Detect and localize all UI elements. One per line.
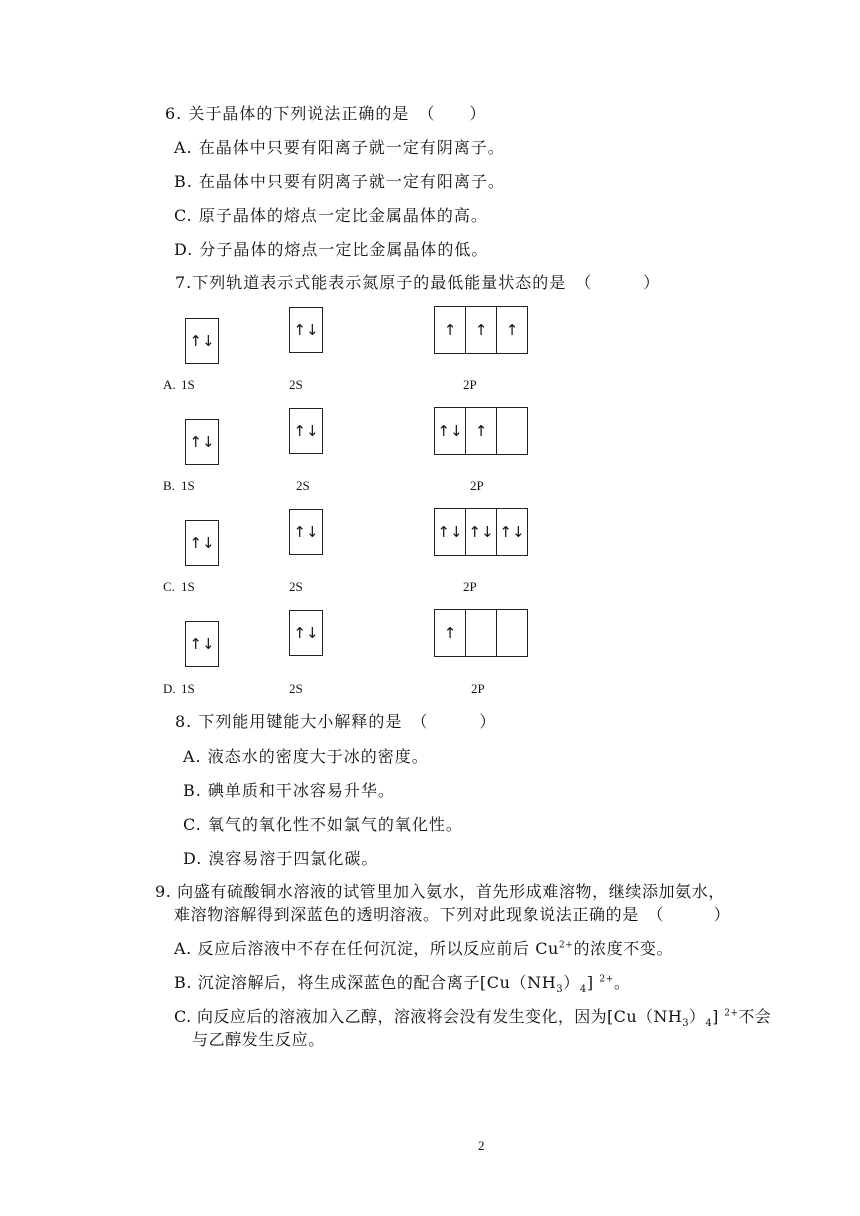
q6-option-d: D. 分子晶体的熔点一定比金属晶体的低。 — [174, 240, 489, 259]
label-2p: 2P — [463, 579, 477, 594]
orbital-box-2p — [434, 306, 528, 354]
orbital-box-2s: ↑↓ — [289, 509, 323, 555]
q7-stem: 7.下列轨道表示式能表示氮原子的最低能量状态的是 （ ） — [175, 273, 661, 292]
orbital-box-2p — [434, 508, 528, 556]
orbital-cell: ↑↓ — [435, 509, 466, 555]
option-letter: D. — [163, 681, 176, 696]
q6-option-b: B. 在晶体中只要有阴离子就一定有阳离子。 — [174, 172, 505, 191]
orbital-cell: ↑ — [505, 321, 519, 339]
orbital-cell: ↑ — [466, 408, 497, 454]
label-2p: 2P — [470, 478, 484, 493]
q6-option-c: C. 原子晶体的熔点一定比金属晶体的高。 — [174, 206, 488, 225]
orbital-box-2s: ↑↓ — [289, 307, 323, 353]
page-number: 2 — [478, 1138, 485, 1153]
orbital-cell: ↑↓ — [435, 408, 466, 454]
orbital-box-2p — [434, 407, 528, 455]
orbital-box-2p — [434, 609, 528, 657]
orbital-cell — [466, 610, 497, 656]
q8-option-c: C. 氧气的氧化性不如氯气的氧化性。 — [183, 815, 463, 834]
orbital-cell — [497, 408, 527, 454]
label-2p: 2P — [471, 681, 485, 696]
q9-option-b: B. 沉淀溶解后，将生成深蓝色的配合离子$[Cu(NH_3)_4]$ $^{2+}$。 — [174, 973, 631, 996]
q9-option-c: C. 向反应后的溶液加入乙醇，溶液将会没有发生变化，因为$[Cu(NH_3)_4]$ $^{2+}$不会 — [174, 1007, 772, 1030]
orbital-cell: ↑↓ — [499, 523, 525, 541]
orbital-box-1s: ↑↓ — [185, 621, 219, 667]
orbital-box-2s: ↑↓ — [289, 408, 323, 454]
option-letter: B. — [163, 478, 175, 493]
q8-option-b: B. 碘单质和干冰容易升华。 — [183, 781, 395, 800]
q6-option-a: A. 在晶体中只要有阳离子就一定有阴离子。 — [174, 138, 505, 157]
label-2s: 2S — [289, 579, 303, 594]
q8-option-a: A. 液态水的密度大于冰的密度。 — [183, 747, 429, 766]
label-1s: 1S — [181, 478, 195, 493]
orbital-box-1s: ↑↓ — [185, 520, 219, 566]
option-letter: A. — [163, 377, 176, 392]
q8-option-d: D. 溴容易溶于四氯化碳。 — [183, 849, 379, 868]
option-letter: C. — [163, 579, 175, 594]
q9-option-c-line2: 与乙醇发生反应。 — [192, 1030, 325, 1049]
orbital-box-1s: ↑↓ — [185, 419, 219, 465]
label-2p: 2P — [463, 377, 477, 392]
label-1s: 1S — [181, 681, 195, 696]
q8-stem: 8. 下列能用键能大小解释的是 （ ） — [175, 712, 497, 731]
orbital-cell: ↑↓ — [466, 509, 497, 555]
orbital-box-1s: ↑↓ — [185, 318, 219, 364]
label-2s: 2S — [289, 681, 303, 696]
orbital-cell: ↑ — [435, 610, 466, 656]
q9-option-a: A. 反应后溶液中不存在任何沉淀，所以反应前后 $Cu^{2+}$的浓度不变。 — [174, 939, 674, 958]
orbital-box-2s: ↑↓ — [289, 610, 323, 656]
q9-stem-line1: 9. 向盛有硫酸铜水溶液的试管里加入氨水，首先形成难溶物，继续添加氨水， — [155, 882, 725, 901]
label-2s: 2S — [289, 377, 303, 392]
label-1s: 1S — [181, 377, 195, 392]
q6-stem: 6. 关于晶体的下列说法正确的是 （ ） — [165, 104, 487, 123]
label-2s: 2S — [296, 478, 310, 493]
label-1s: 1S — [181, 579, 195, 594]
orbital-cell — [497, 610, 527, 656]
orbital-cell: ↑ — [466, 307, 497, 353]
q9-stem-line2: 难溶物溶解得到深蓝色的透明溶液。下列对此现象说法正确的是 （ ） — [174, 905, 731, 924]
orbital-cell: ↑ — [435, 307, 466, 353]
